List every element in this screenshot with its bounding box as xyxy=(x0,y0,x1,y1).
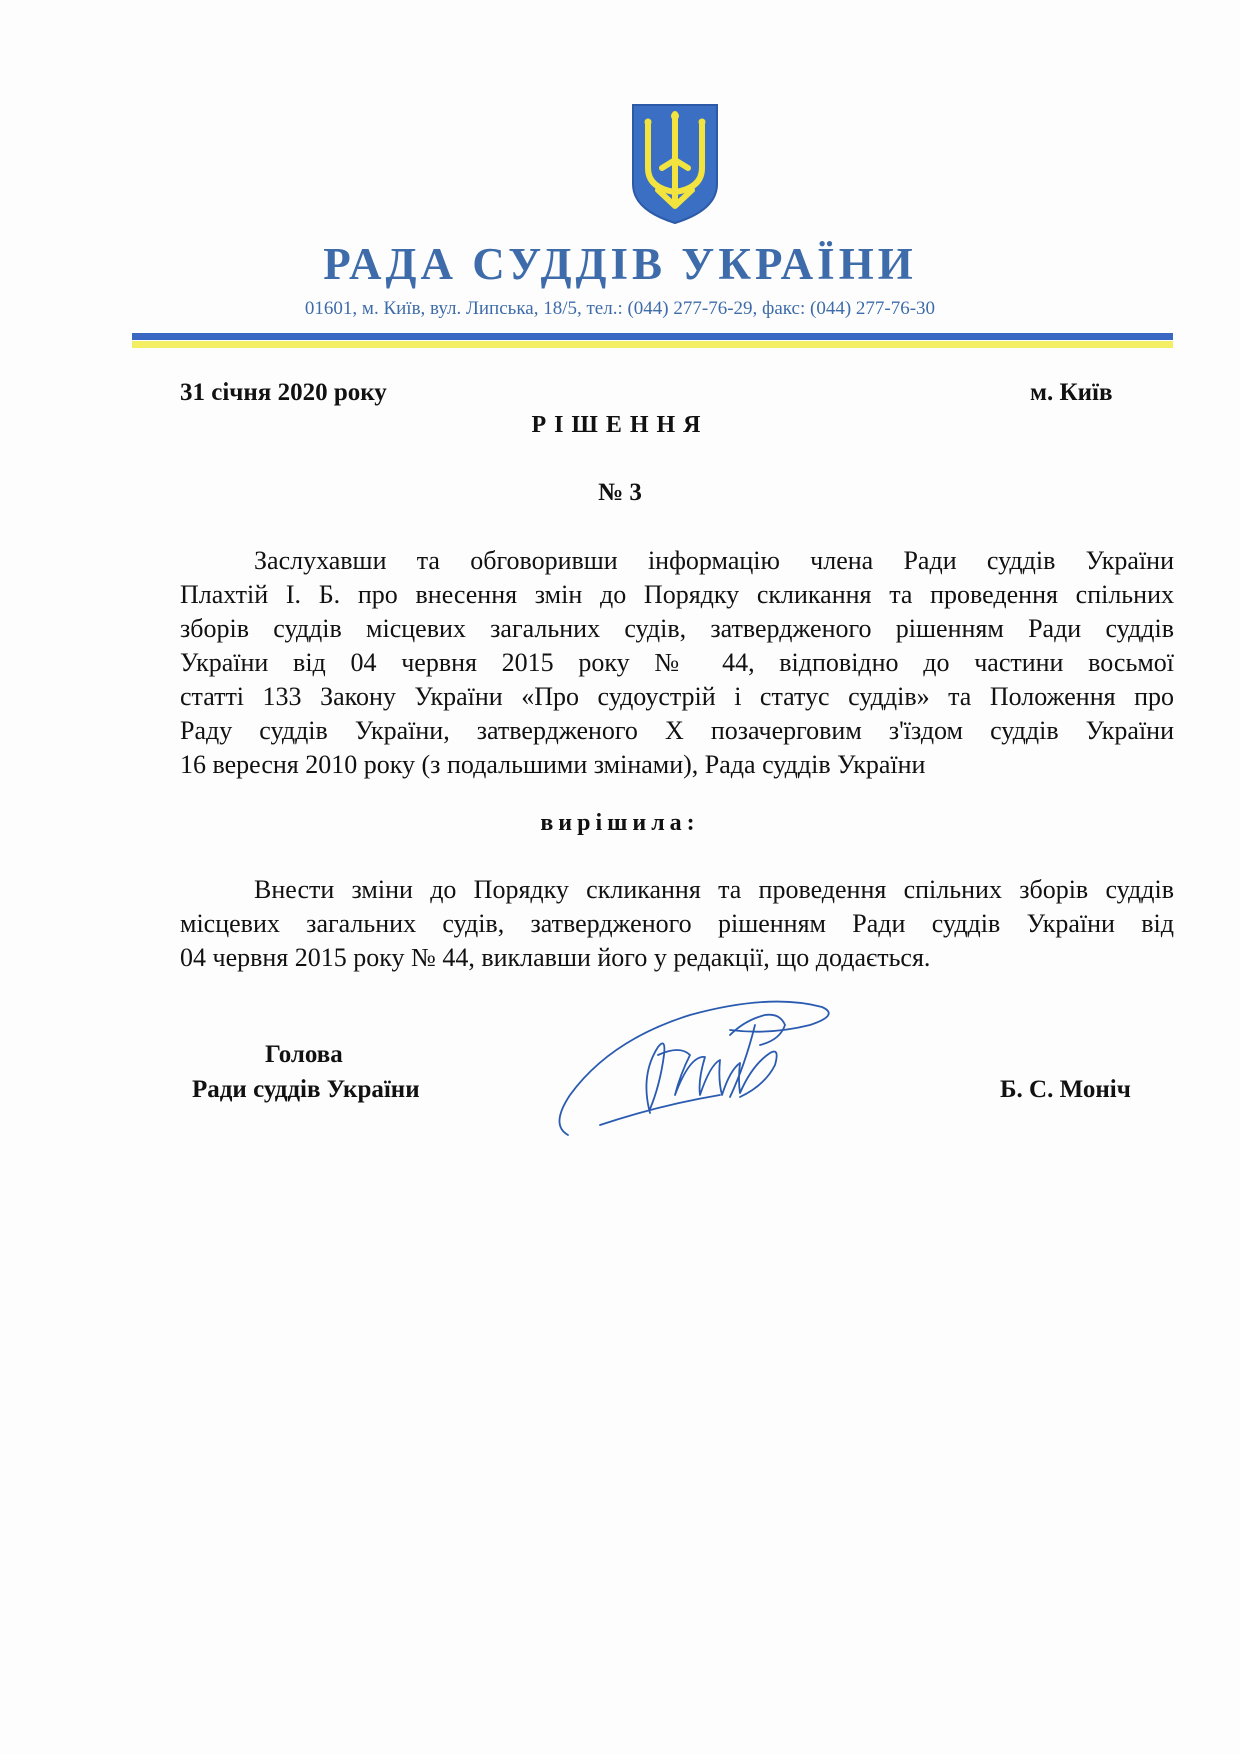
resolved-heading: вирішила: xyxy=(540,810,700,836)
organization-address: 01601, м. Київ, вул. Липська, 18/5, тел.: (044) 277-76-29, факс: (044) 277-76-30 xyxy=(304,298,936,319)
handwritten-signature xyxy=(540,985,850,1145)
paragraph-line: Заслухавши та обговоривши інформацію члена Ради суддів України xyxy=(254,546,1174,575)
signatory-position-line1: Голова xyxy=(265,1041,343,1068)
document-title: РІШЕННЯ xyxy=(531,412,709,438)
paragraph-line: 04 червня 2015 року № 44, виклавши його у редакції, що додається. xyxy=(180,943,931,972)
letterhead-yellow-band xyxy=(132,341,1173,348)
paragraph-line: Внести зміни до Порядку скликання та проведення спільних зборів суддів xyxy=(254,875,1174,904)
paragraph-line: Раду суддів України, затвердженого X позачерговим з'їздом суддів України xyxy=(180,716,1174,745)
preamble-paragraph xyxy=(180,544,1174,782)
document-date: 31 січня 2020 року xyxy=(180,379,387,406)
signatory-name: Б. С. Моніч xyxy=(1000,1076,1131,1103)
paragraph-line: 16 вересня 2010 року (з подальшими змінами), Рада суддів України xyxy=(180,750,926,779)
signatory-position-line2: Ради суддів України xyxy=(192,1076,420,1103)
document-number: № 3 xyxy=(598,479,642,506)
paragraph-line: статті 133 Закону України «Про судоустрій і статус суддів» та Положення про xyxy=(180,682,1174,711)
coat-of-arms-trident-icon xyxy=(630,102,720,226)
paragraph-line: Плахтій І. Б. про внесення змін до Порядку скликання та проведення спільних xyxy=(180,580,1174,609)
organization-name: РАДА СУДДІВ УКРАЇНИ xyxy=(323,239,917,289)
letterhead-blue-band xyxy=(132,333,1173,340)
document-city: м. Київ xyxy=(1030,379,1113,406)
paragraph-line: зборів суддів місцевих загальних судів, затвердженого рішенням Ради суддів xyxy=(180,614,1174,643)
decision-paragraph xyxy=(180,873,1174,975)
paragraph-line: України від 04 червня 2015 року № 44, відповідно до частини восьмої xyxy=(180,648,1174,677)
paragraph-line: місцевих загальних судів, затвердженого рішенням Ради суддів України від xyxy=(180,909,1174,938)
